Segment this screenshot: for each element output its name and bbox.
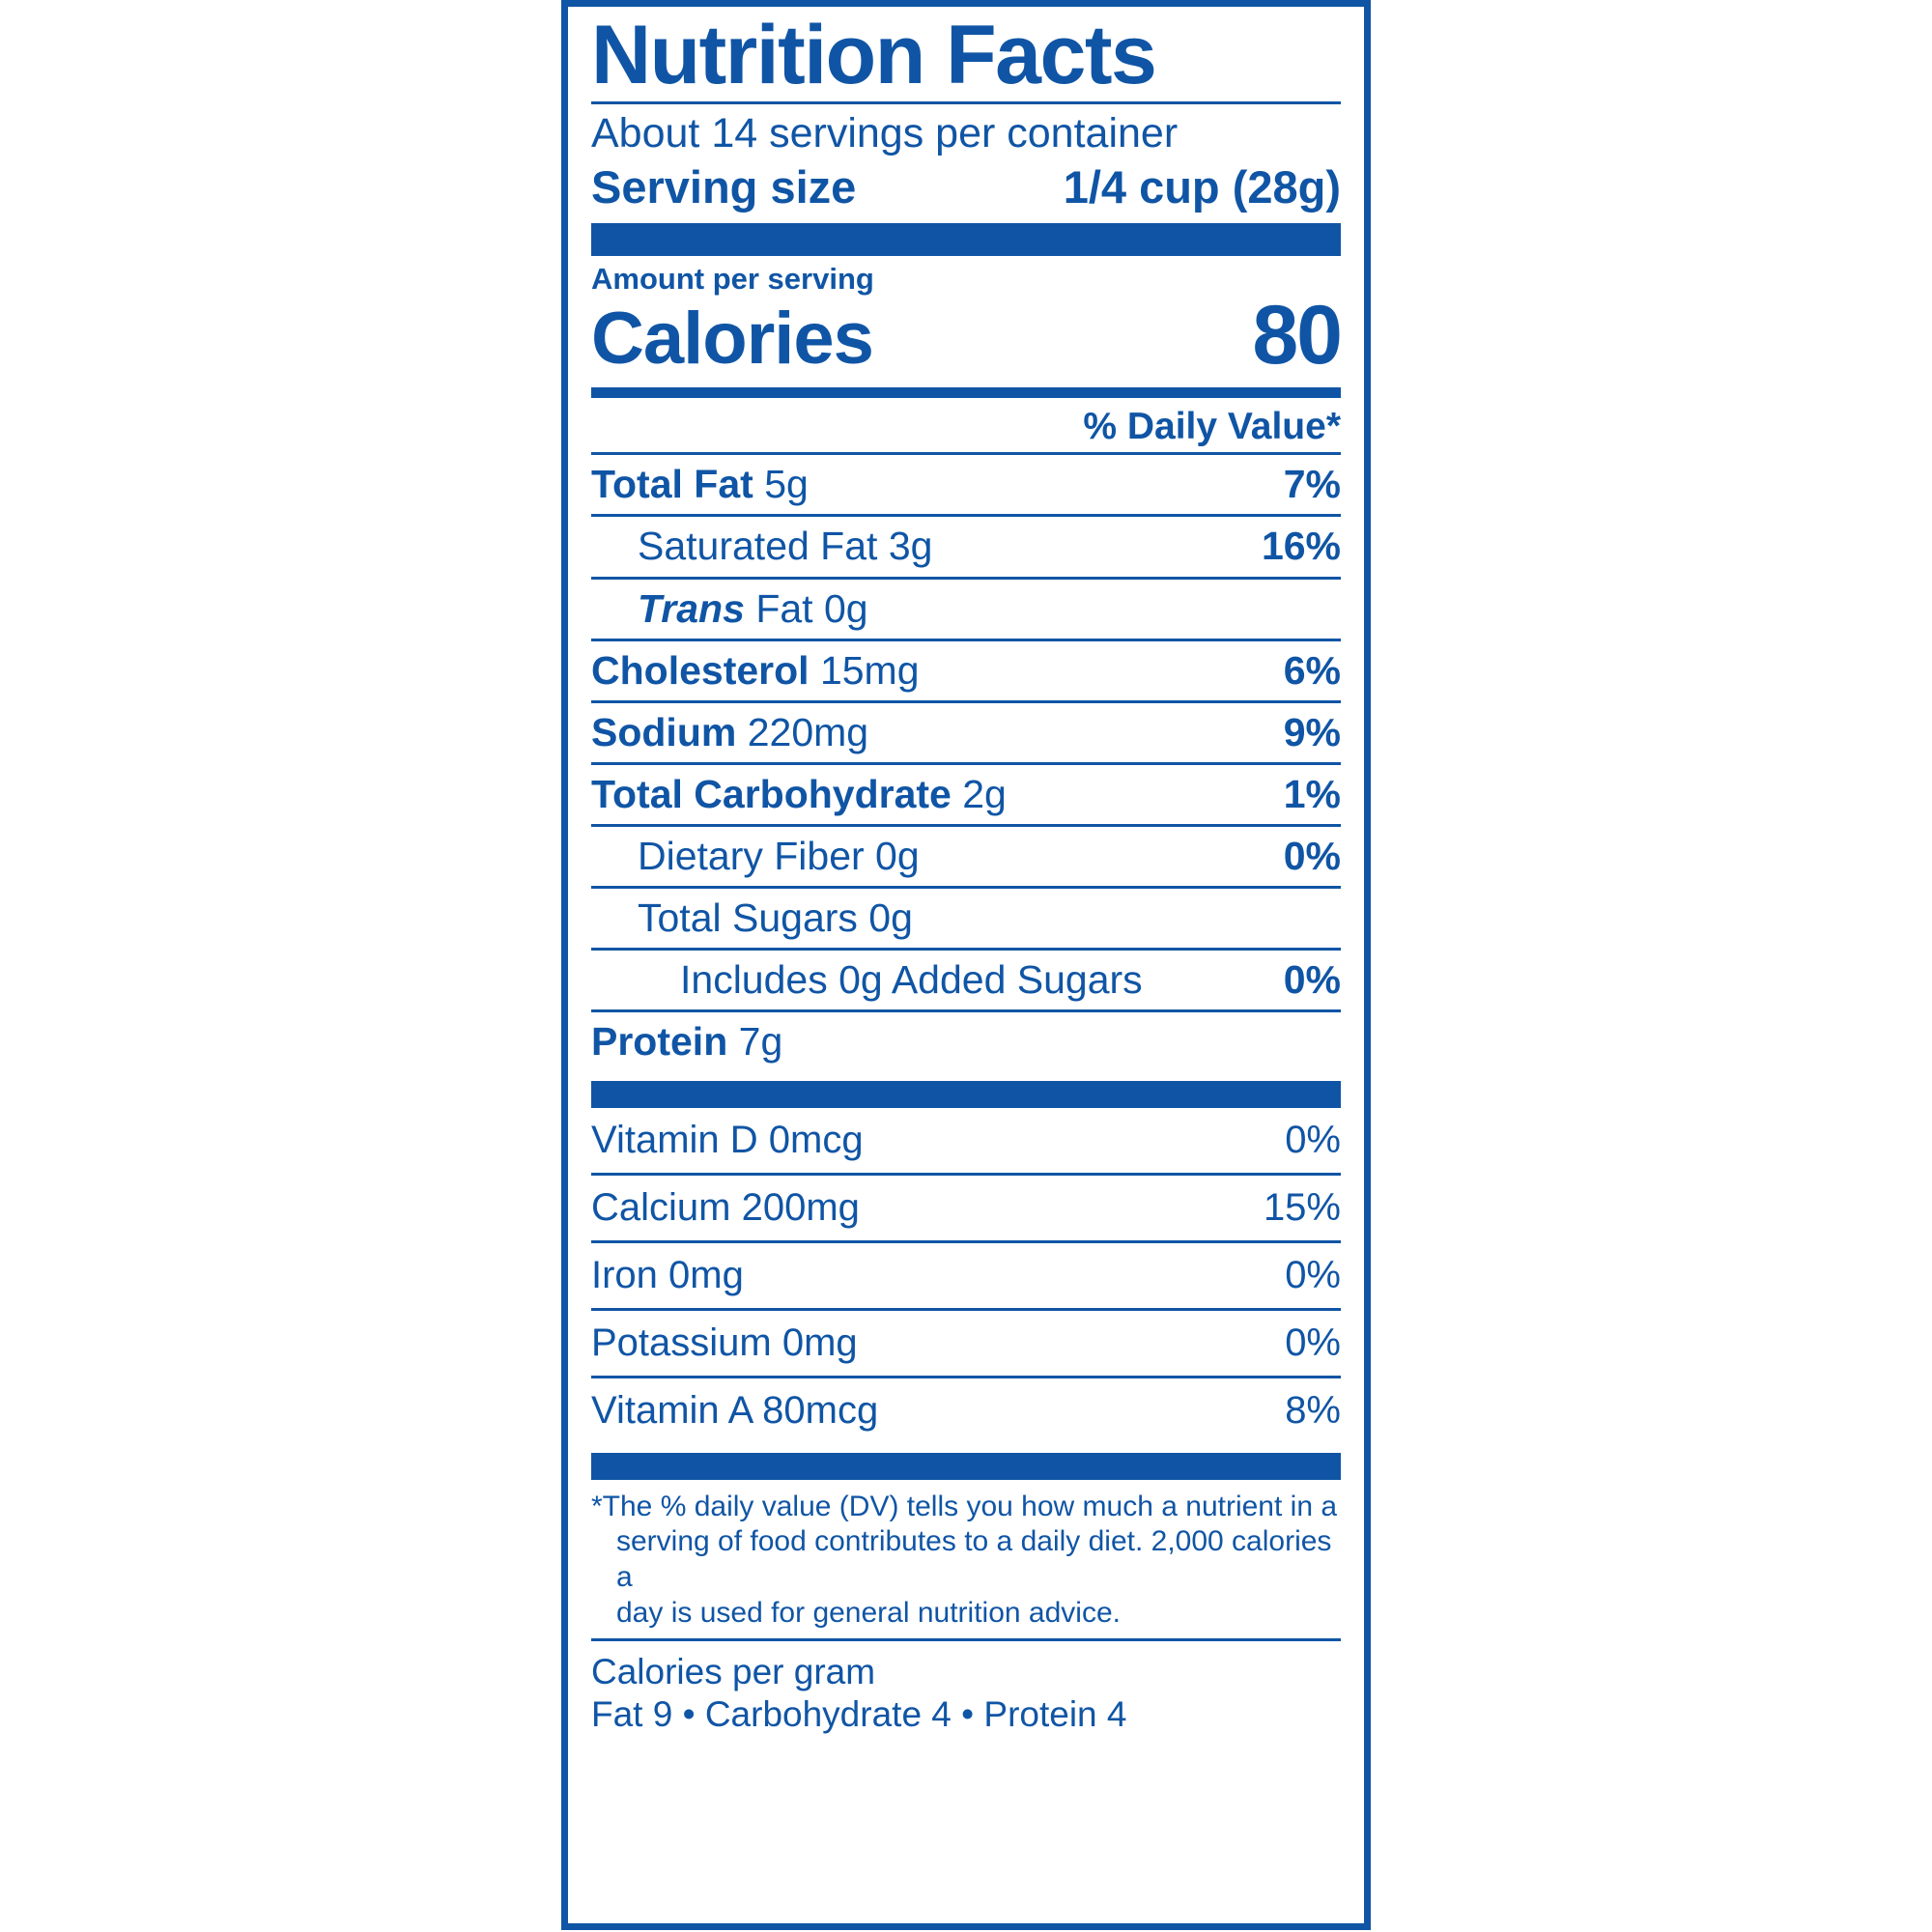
label-inner (591, 7, 1341, 1923)
divider-under-title (591, 101, 1341, 104)
nutrient-row-total-fat (591, 452, 1341, 514)
vitamin-name: Iron 0mg (591, 1253, 744, 1296)
vitamin-dv: 0% (1285, 1321, 1341, 1364)
nutrient-row-trans-fat (591, 577, 1341, 639)
nutrient-row-total-carbohydrate (591, 762, 1341, 824)
vitamin-name: Calcium 200mg (591, 1185, 860, 1229)
amount-per-serving-label: Amount per serving (591, 262, 874, 297)
divider-thick-vitamins (591, 1081, 1341, 1108)
nutrient-name: Includes 0g Added Sugars (680, 956, 1143, 1002)
vitamin-name: Vitamin D 0mcg (591, 1118, 864, 1161)
nutrient-name: Total Fat 5g (591, 462, 809, 507)
nutrient-row-protein (591, 1009, 1341, 1071)
calories-per-gram-values: Fat 9 • Carbohydrate 4 • Protein 4 (591, 1693, 1127, 1734)
vitamin-name: Potassium 0mg (591, 1321, 858, 1364)
nutrient-dv: 6% (1283, 647, 1341, 693)
nutrient-name: Dietary Fiber 0g (638, 833, 920, 878)
nutrient-name: Protein 7g (591, 1018, 783, 1064)
nutrient-dv: 0% (1283, 956, 1341, 1002)
calories-label: Calories (591, 298, 873, 381)
footnote-line-1: *The % daily value (DV) tells you how much a nutrient in a (591, 1490, 1338, 1522)
nutrient-dv: 0% (1283, 833, 1341, 878)
serving-size-label: Serving size (591, 161, 857, 213)
serving-size-row (591, 160, 1341, 213)
daily-value-footnote (591, 1480, 1341, 1638)
vitamin-dv: 0% (1285, 1253, 1341, 1296)
nutrient-row-dietary-fiber (591, 824, 1341, 886)
divider-thick-footnote (591, 1453, 1341, 1480)
divider-thick-top (591, 223, 1341, 256)
vitamin-dv: 8% (1285, 1388, 1341, 1432)
nutrient-name: Total Sugars 0g (638, 895, 913, 940)
nutrient-name: Total Carbohydrate 2g (591, 771, 1007, 816)
calories-row (591, 288, 1341, 384)
footnote-line-3: day is used for general nutrition advice. (616, 1596, 1121, 1629)
vitamin-row-potassium (591, 1308, 1341, 1376)
nutrient-dv: 1% (1283, 771, 1341, 816)
nutrient-dv: 9% (1283, 709, 1341, 754)
footnote-line-2: serving of food contributes to a daily diet. 2,000 calories a (616, 1525, 1332, 1594)
nutrient-name: Sodium 220mg (591, 709, 869, 754)
vitamin-dv: 15% (1263, 1185, 1341, 1229)
vitamin-row-calcium (591, 1173, 1341, 1240)
nutrient-name: Cholesterol 15mg (591, 647, 920, 693)
servings-per-container: About 14 servings per container (591, 110, 1179, 157)
nutrient-row-total-sugars (591, 886, 1341, 948)
nutrient-row-cholesterol (591, 639, 1341, 700)
nutrient-row-sodium (591, 700, 1341, 762)
daily-value-header: % Daily Value* (1083, 406, 1341, 448)
nutrient-dv: 16% (1261, 524, 1341, 569)
calories-per-gram-block (591, 1638, 1341, 1735)
page-title: Nutrition Facts (591, 9, 1156, 101)
nutrient-dv: 7% (1283, 462, 1341, 507)
divider-under-calories (591, 387, 1341, 398)
nutrient-row-saturated-fat (591, 514, 1341, 576)
nutrition-facts-label (561, 0, 1371, 1930)
vitamin-row-vitamin-a (591, 1376, 1341, 1443)
vitamin-row-iron (591, 1240, 1341, 1308)
calories-per-gram-title: Calories per gram (591, 1652, 876, 1692)
nutrient-row-added-sugars (591, 948, 1341, 1009)
nutrient-name: Trans Fat 0g (638, 585, 868, 631)
vitamin-row-vitamin-d (591, 1108, 1341, 1173)
calories-value: 80 (1252, 289, 1341, 383)
serving-size-value: 1/4 cup (28g) (1063, 161, 1341, 213)
vitamin-name: Vitamin A 80mcg (591, 1388, 879, 1432)
nutrient-name: Saturated Fat 3g (638, 524, 933, 569)
vitamin-dv: 0% (1285, 1118, 1341, 1161)
